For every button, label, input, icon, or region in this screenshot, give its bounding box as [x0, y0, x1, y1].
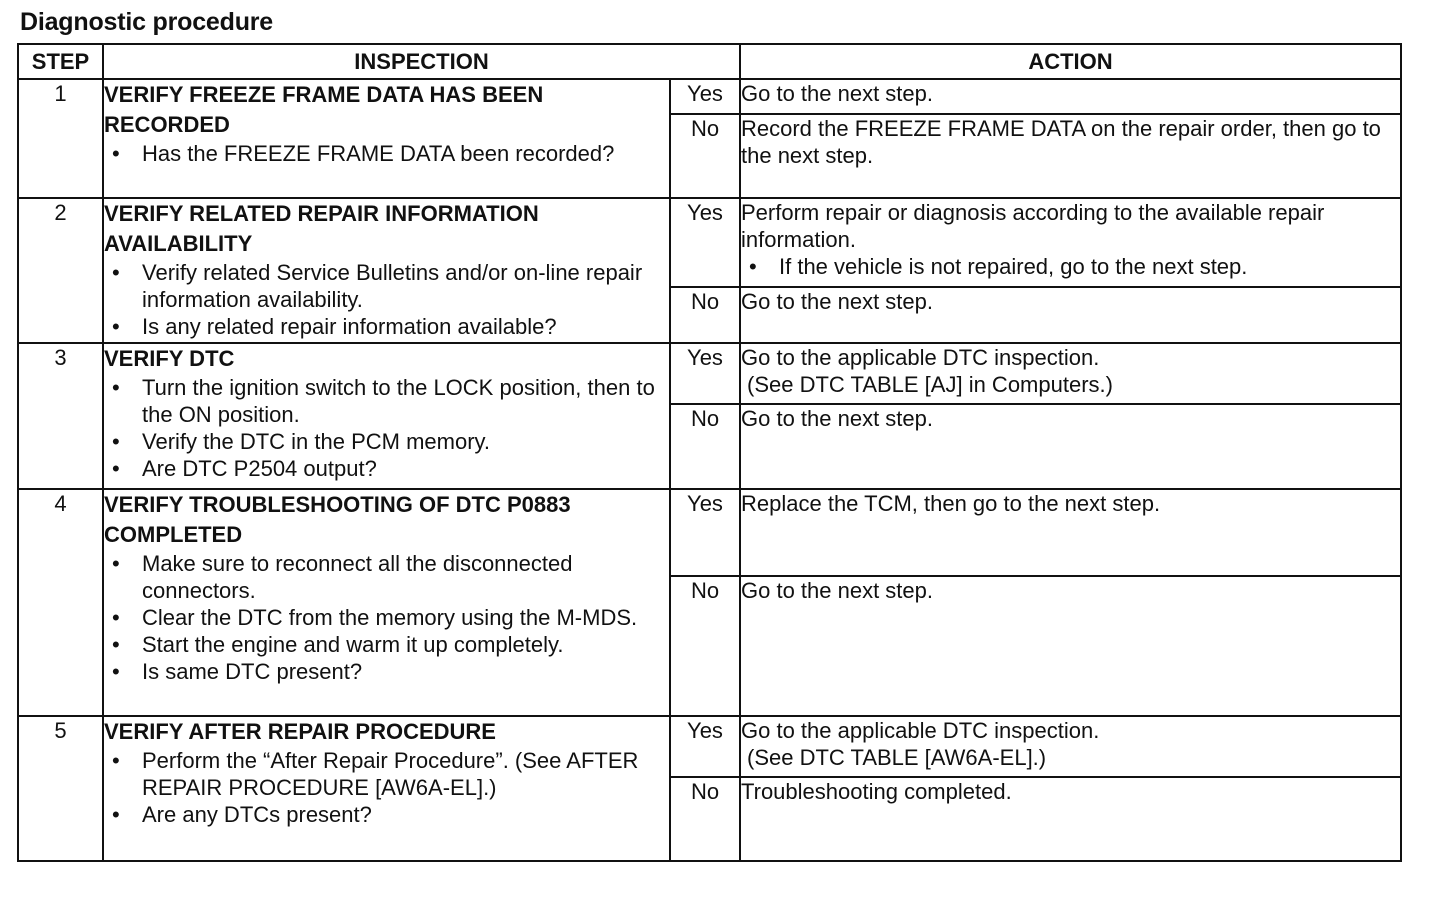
yes-action: Perform repair or diagnosis according to the available repair information.	[741, 200, 1325, 252]
inspection-cell	[103, 343, 670, 489]
step-number: 4	[18, 489, 103, 716]
page-title: Diagnostic procedure	[20, 8, 273, 36]
step-number: 3	[18, 343, 103, 489]
step-number: 2	[18, 198, 103, 343]
no-action: Troubleshooting completed.	[740, 777, 1401, 861]
yes-label: Yes	[670, 489, 740, 576]
no-action: Go to the next step.	[740, 576, 1401, 716]
table-header-row	[18, 44, 1401, 79]
no-action: Go to the next step.	[740, 404, 1401, 489]
yes-action: Replace the TCM, then go to the next step.	[740, 489, 1401, 576]
yes-action-reference: (See DTC TABLE [AW6A-EL].)	[747, 745, 1047, 770]
inspection-bullets	[104, 550, 669, 685]
table-row	[18, 79, 1401, 114]
yes-action-cell	[740, 198, 1401, 287]
no-label: No	[670, 287, 740, 343]
inspection-cell	[103, 489, 670, 716]
inspection-heading: VERIFY DTC	[104, 346, 235, 371]
inspection-bullet: • Verify related Service Bulletins and/or on-line repair information availability.	[104, 259, 669, 313]
action-bullets	[741, 253, 1400, 280]
inspection-bullets	[104, 747, 669, 828]
yes-action-cell	[740, 343, 1401, 404]
step-number: 1	[18, 79, 103, 198]
yes-action-cell	[740, 716, 1401, 777]
step-number: 5	[18, 716, 103, 861]
yes-label: Yes	[670, 79, 740, 114]
inspection-heading: VERIFY FREEZE FRAME DATA HAS BEEN RECORDED	[104, 82, 544, 137]
no-action: Record the FREEZE FRAME DATA on the repair order, then go to the next step.	[740, 114, 1401, 198]
inspection-bullet: • Turn the ignition switch to the LOCK position, then to the ON position.	[104, 374, 669, 428]
table-row	[18, 716, 1401, 777]
inspection-cell	[103, 716, 670, 861]
header-inspection: INSPECTION	[103, 44, 740, 79]
yes-action: Go to the applicable DTC inspection.	[741, 345, 1100, 370]
diagnostic-table	[17, 43, 1402, 862]
inspection-heading: VERIFY AFTER REPAIR PROCEDURE	[104, 719, 496, 744]
inspection-bullet: • Make sure to reconnect all the disconnected connectors.	[104, 550, 669, 604]
yes-label: Yes	[670, 198, 740, 287]
inspection-cell	[103, 198, 670, 343]
table-row	[18, 343, 1401, 404]
inspection-bullet: • Has the FREEZE FRAME DATA been recorded?	[104, 140, 669, 167]
inspection-cell	[103, 79, 670, 198]
no-action: Go to the next step.	[740, 287, 1401, 343]
no-label: No	[670, 114, 740, 198]
inspection-heading: VERIFY RELATED REPAIR INFORMATION AVAILABILITY	[104, 201, 539, 256]
yes-action: Go to the next step.	[740, 79, 1401, 114]
inspection-bullets	[104, 374, 669, 482]
inspection-bullets	[104, 259, 669, 340]
no-label: No	[670, 777, 740, 861]
table-row	[18, 198, 1401, 287]
header-step: STEP	[18, 44, 103, 79]
yes-label: Yes	[670, 716, 740, 777]
inspection-bullet: • Are DTC P2504 output?	[104, 455, 669, 482]
action-bullet: • If the vehicle is not repaired, go to the next step.	[741, 253, 1400, 280]
yes-action-reference: (See DTC TABLE [AJ] in Computers.)	[747, 372, 1113, 397]
inspection-bullet: • Clear the DTC from the memory using the M-MDS.	[104, 604, 669, 631]
inspection-heading: VERIFY TROUBLESHOOTING OF DTC P0883 COMPLETED	[104, 492, 571, 547]
no-label: No	[670, 576, 740, 716]
yes-label: Yes	[670, 343, 740, 404]
inspection-bullet: • Start the engine and warm it up completely.	[104, 631, 669, 658]
inspection-bullet: • Are any DTCs present?	[104, 801, 669, 828]
table-row	[18, 489, 1401, 576]
inspection-bullets	[104, 140, 669, 167]
inspection-bullet: • Is any related repair information available?	[104, 313, 669, 340]
inspection-bullet: • Is same DTC present?	[104, 658, 669, 685]
inspection-bullet: • Perform the “After Repair Procedure”. (See AFTER REPAIR PROCEDURE [AW6A-EL].)	[104, 747, 669, 801]
inspection-bullet: • Verify the DTC in the PCM memory.	[104, 428, 669, 455]
yes-action: Go to the applicable DTC inspection.	[741, 718, 1100, 743]
header-action: ACTION	[740, 44, 1401, 79]
no-label: No	[670, 404, 740, 489]
